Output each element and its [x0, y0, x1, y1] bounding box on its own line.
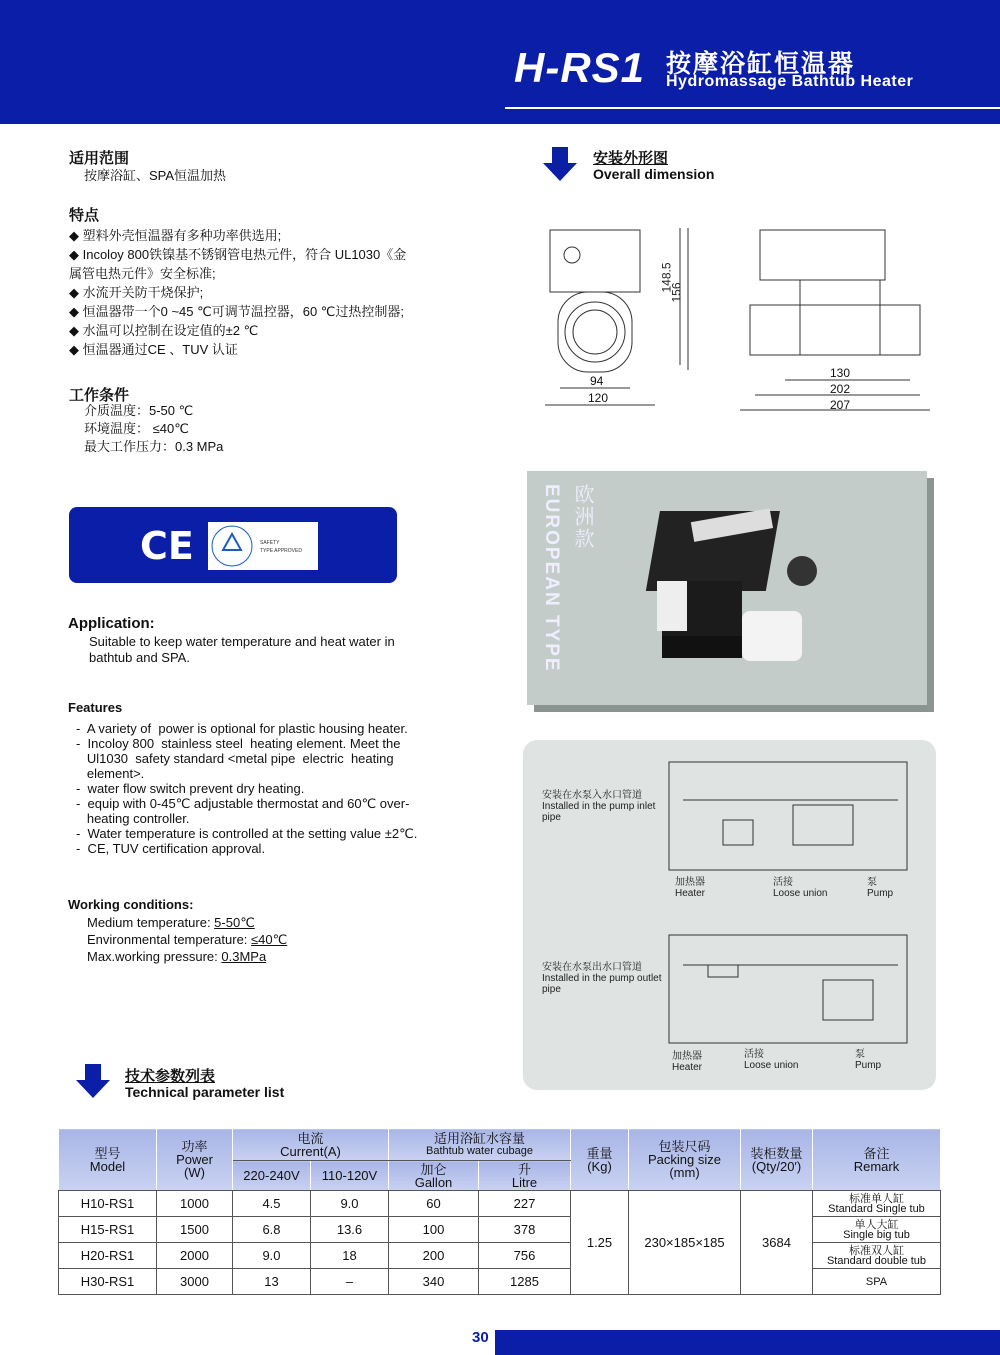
feature-item: ◆ 恒温器带一个0 ~45 ℃可调节温控器，60 ℃过热控制器;	[69, 304, 404, 319]
arrow-down-icon	[543, 147, 577, 181]
cell-gallon: 60	[389, 1191, 479, 1217]
cell-remark: SPA	[813, 1269, 941, 1295]
cell-c220: 9.0	[233, 1243, 311, 1269]
inlet-label: 安装在水泵入水口管道 Installed in the pump inlet pipe	[542, 790, 656, 823]
european-type-label: EUROPEAN TYPE	[541, 484, 562, 673]
page-number: 30	[472, 1329, 489, 1346]
cell-gallon: 340	[389, 1269, 479, 1295]
feature-item: - Water temperature is controlled at the setting value ±2℃.	[76, 826, 418, 841]
feature-item: - water flow switch prevent dry heating.	[76, 781, 305, 796]
cell-weight: 1.25	[571, 1191, 629, 1295]
dimension-title-cn: 安装外形图	[593, 150, 669, 167]
feature-item: ◆ Incoloy 800铁镍基不锈钢管电热元件，符合 UL1030《金	[69, 247, 407, 262]
working-conditions	[87, 914, 287, 965]
condition: 介质温度：5-50 ℃	[84, 403, 194, 418]
ce-logo: CE	[140, 524, 194, 568]
arrow-down-icon	[76, 1064, 110, 1098]
outlet-label: 安装在水泵出水口管道 Installed in the pump outlet pipe	[542, 962, 662, 995]
cell-c110: 9.0	[311, 1191, 389, 1217]
scope-text: 按摩浴缸、SPA恒温加热	[84, 168, 227, 183]
svg-text:TYPE APPROVED: TYPE APPROVED	[260, 548, 302, 554]
title-en: Hydromassage Bathtub Heater	[666, 73, 914, 90]
dim-label: 148.5	[659, 262, 674, 293]
condition: 最大工作压力：0.3 MPa	[84, 439, 224, 454]
cell-c110: –	[311, 1269, 389, 1295]
cell-c220: 4.5	[233, 1191, 311, 1217]
working-conditions-title: Working conditions:	[68, 897, 194, 912]
application-text: Suitable to keep water temperature and heat water in bathtub and SPA.	[89, 634, 395, 665]
features-list-en	[76, 721, 417, 856]
cell-gallon: 100	[389, 1217, 479, 1243]
params-title-cn: 技术参数列表	[125, 1068, 216, 1085]
cell-power: 1000	[157, 1191, 233, 1217]
pump-label: 泵 Pump	[867, 877, 894, 899]
parameter-table: 型号 Model 功率 Power (W) 电流 Current(A) 适用浴缸水容量 Bathtub water cubage 重量 (Kg) 包装尺码 Packing size (mm) 装柜数量 (Qty/20′) 备注 Remark 220-240V 110-120V 加仑 Gallon 升 Litre H10-RS1 1000 4.5 9.0 60 227 1.25 230×185×185 3684 标准单人缸 Standard Single tub H15-RS1 1500 6.8 13.6 100 378 单人大缸 Single big tub H20-RS1 2000 9.0 18 200 756 标准双人缸 Standard double tub H30-RS1 3000 13 – 340 1285 SPA	[58, 1128, 941, 1295]
cell-c110: 13.6	[311, 1217, 389, 1243]
cell-power: 2000	[157, 1243, 233, 1269]
heater-label: 加热器 Heater	[672, 1051, 703, 1073]
dim-label: 130	[830, 366, 851, 380]
dimension-drawing	[540, 220, 940, 420]
feature-item: heating controller.	[76, 811, 190, 826]
conditions-cn	[84, 402, 223, 456]
cell-model: H10-RS1	[59, 1191, 157, 1217]
title-cn: 按摩浴缸恒温器	[666, 50, 856, 78]
features-list-cn	[69, 226, 406, 359]
feature-item: Ul1030 safety standard <metal pipe electric heating	[76, 751, 394, 766]
feature-item: - A variety of power is optional for plastic housing heater.	[76, 721, 408, 736]
feature-item: - Incoloy 800 stainless steel heating element. Meet the	[76, 736, 401, 751]
svg-text:SAFETY: SAFETY	[260, 540, 280, 546]
condition: Environmental temperature: ≤40℃	[87, 932, 288, 947]
union-label: 活接 Loose union	[744, 1049, 799, 1071]
features-title-en: Features	[68, 700, 123, 715]
feature-item: ◆ 水温可以控制在设定值的±2 ℃	[69, 323, 259, 338]
condition: 环境温度： ≤40℃	[84, 421, 189, 436]
table-row	[59, 1191, 941, 1217]
cell-remark: 单人大缸 Single big tub	[813, 1217, 941, 1243]
conditions-title-cn: 工作条件	[69, 387, 130, 404]
cell-litre: 756	[479, 1243, 571, 1269]
cell-litre: 1285	[479, 1269, 571, 1295]
cell-remark: 标准单人缸 Standard Single tub	[813, 1191, 941, 1217]
cell-power: 1500	[157, 1217, 233, 1243]
params-title-en: Technical parameter list	[125, 1084, 285, 1100]
dim-label: 156	[669, 282, 684, 303]
dimension-title-en: Overall dimension	[593, 166, 715, 182]
feature-item: element>.	[76, 766, 145, 781]
feature-item: ◆ 恒温器通过CE 、TUV 认证	[69, 342, 238, 357]
dim-label: 120	[588, 391, 609, 405]
feature-item: - CE, TUV certification approval.	[76, 841, 266, 856]
condition: Max.working pressure: 0.3MPa	[87, 949, 267, 964]
european-type-cn: 欧洲款	[571, 484, 593, 550]
cell-remark: 标准双人缸 Standard double tub	[813, 1243, 941, 1269]
union-label: 活接 Loose union	[773, 877, 828, 899]
cell-litre: 227	[479, 1191, 571, 1217]
scope-title: 适用范围	[69, 150, 130, 167]
dim-label: 202	[830, 382, 851, 396]
dim-label: 207	[830, 398, 851, 412]
cell-litre: 378	[479, 1217, 571, 1243]
cell-c220: 13	[233, 1269, 311, 1295]
tuv-logo	[208, 522, 318, 570]
cell-power: 3000	[157, 1269, 233, 1295]
feature-item: ◆ 水流开关防干烧保护;	[69, 285, 204, 300]
application-title: Application:	[68, 615, 155, 632]
cell-model: H20-RS1	[59, 1243, 157, 1269]
dim-label: 94	[590, 374, 604, 388]
features-title-cn: 特点	[69, 207, 100, 224]
cell-c220: 6.8	[233, 1217, 311, 1243]
cell-pack: 230×185×185	[629, 1191, 741, 1295]
heater-label: 加热器 Heater	[675, 877, 706, 899]
feature-item: - equip with 0-45℃ adjustable thermostat and 60℃ over-	[76, 796, 410, 811]
cell-model: H15-RS1	[59, 1217, 157, 1243]
cell-qty: 3684	[741, 1191, 813, 1295]
pump-label: 泵 Pump	[855, 1049, 882, 1071]
feature-item: ◆ 塑料外壳恒温器有多种功率供选用;	[69, 228, 282, 243]
cell-gallon: 200	[389, 1243, 479, 1269]
cell-c110: 18	[311, 1243, 389, 1269]
footer-bar	[495, 1330, 1000, 1355]
cell-model: H30-RS1	[59, 1269, 157, 1295]
model-title: H-RS1	[514, 44, 646, 91]
feature-item: 属管电热元件》安全标准;	[69, 266, 216, 281]
condition: Medium temperature: 5-50℃	[87, 915, 255, 930]
